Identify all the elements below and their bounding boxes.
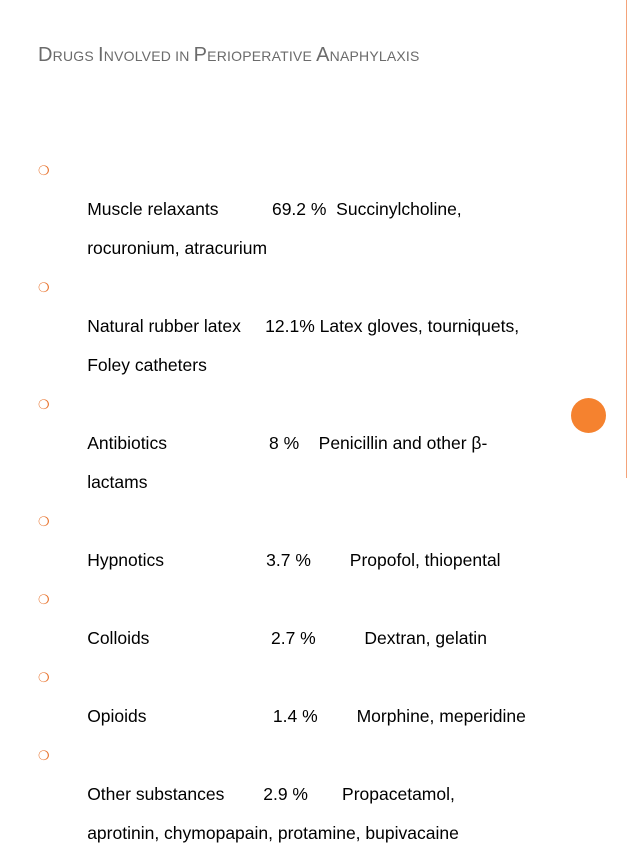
title-part: P: [193, 44, 208, 66]
title-part: I: [98, 44, 104, 66]
bullet-text: Hypnotics 3.7 % Propofol, thiopental: [87, 550, 501, 570]
bullet-colloids: [38, 590, 578, 668]
bullet-marker-icon: ❍: [38, 593, 50, 608]
bullet-marker-icon: ❍: [38, 671, 50, 686]
bullet-list: [38, 161, 578, 863]
bullet-text: Colloids 2.7 % Dextran, gelatin: [87, 628, 487, 648]
title-part: NVOLVED IN: [103, 48, 194, 64]
bullet-marker-icon: ❍: [38, 164, 50, 179]
bullet-text-continued: rocuronium, atracurium: [87, 238, 268, 258]
bullet-text-continued: Foley catheters: [87, 355, 207, 375]
bullet-other-substances: [38, 746, 578, 863]
bullet-text: Antibiotics 8 % Penicillin and other β-: [87, 433, 488, 453]
title-part: NAPHYLAXIS: [329, 48, 420, 64]
bullet-opioids: [38, 668, 578, 746]
title-part: D: [38, 44, 53, 66]
bullet-natural-rubber-latex: [38, 278, 578, 395]
bullet-marker-icon: ❍: [38, 281, 50, 296]
bullet-marker-icon: ❍: [38, 749, 50, 764]
title-part: RUGS: [52, 48, 98, 64]
bullet-marker-icon: ❍: [38, 515, 50, 530]
right-accent-line: [626, 0, 627, 478]
bullet-text: Natural rubber latex 12.1% Latex gloves, tourniquets,: [87, 316, 520, 336]
bullet-text: Muscle relaxants 69.2 % Succinylcholine,: [87, 199, 462, 219]
bullet-text-continued: aprotinin, chymopapain, protamine, bupivacaine: [87, 823, 459, 843]
title-part: ERIOPERATIVE: [207, 48, 317, 64]
bullet-hypnotics: [38, 512, 578, 590]
bullet-text: Other substances 2.9 % Propacetamol,: [87, 784, 455, 804]
bullet-text: Opioids 1.4 % Morphine, meperidine: [87, 706, 526, 726]
bullet-marker-icon: ❍: [38, 398, 50, 413]
bullet-muscle-relaxants: [38, 161, 578, 278]
slide-title: [38, 44, 420, 67]
bullet-text-continued: lactams: [87, 472, 148, 492]
decorative-orange-circle: [571, 398, 606, 433]
bullet-antibiotics: [38, 395, 578, 512]
title-part: A: [316, 44, 330, 66]
